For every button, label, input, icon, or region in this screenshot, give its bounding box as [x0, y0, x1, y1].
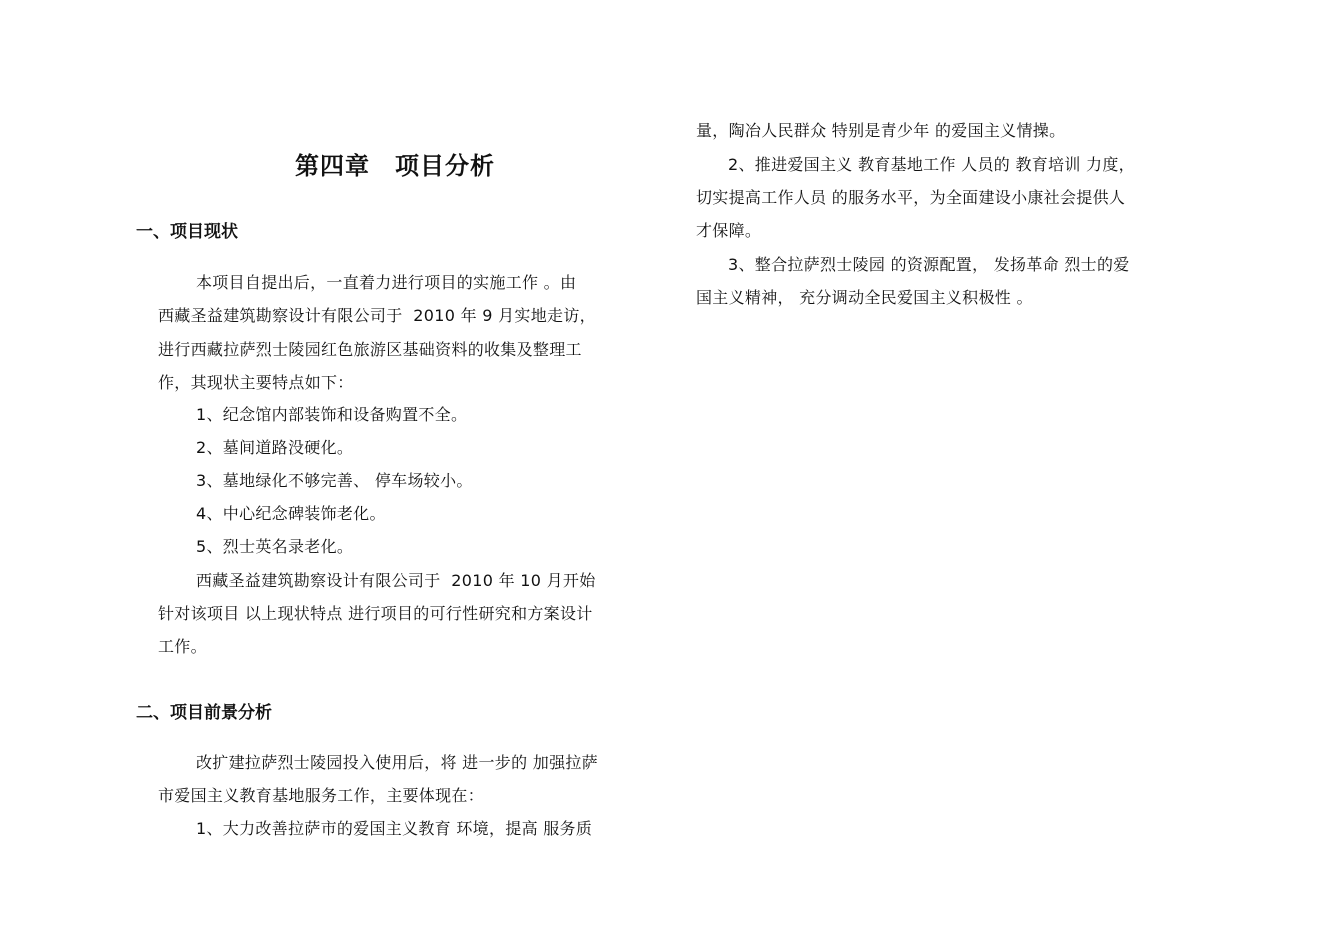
- list-item: 1、纪念馆内部装饰和设备购置不全。: [196, 405, 468, 424]
- section-heading-prospect-analysis: 二、项目前景分析: [136, 703, 272, 723]
- list-item: 4、中心纪念碑装饰老化。: [196, 504, 386, 523]
- section-heading-project-status: 一、项目现状: [136, 222, 238, 242]
- paragraph-line: 改扩建拉萨烈士陵园投入使用后，将 进一步的 加强拉萨: [196, 753, 598, 772]
- paragraph-line: 针对该项目 以上现状特点 进行项目的可行性研究和方案设计: [158, 604, 593, 623]
- paragraph-line: 西藏圣益建筑勘察设计有限公司于 2010 年 9 月实地走访，: [158, 306, 596, 325]
- chapter-title: 第四章 项目分析: [295, 151, 495, 180]
- list-item: 5、烈士英名录老化。: [196, 537, 354, 556]
- paragraph-line: 才保障。: [696, 221, 762, 240]
- paragraph-line: 切实提高工作人员 的服务水平，为全面建设小康社会提供人: [696, 188, 1126, 207]
- paragraph-line: 进行西藏拉萨烈士陵园红色旅游区基础资料的收集及整理工: [158, 340, 582, 359]
- paragraph-line: 西藏圣益建筑勘察设计有限公司于 2010 年 10 月开始: [196, 571, 596, 590]
- list-item: 2、推进爱国主义 教育基地工作 人员的 教育培训 力度，: [728, 155, 1135, 174]
- paragraph-line: 市爱国主义教育基地服务工作，主要体现在：: [158, 786, 485, 805]
- list-item: 3、整合拉萨烈士陵园 的资源配置， 发扬革命 烈士的爱: [728, 255, 1130, 274]
- list-item: 1、大力改善拉萨市的爱国主义教育 环境，提高 服务质: [196, 819, 593, 838]
- list-item: 3、墓地绿化不够完善、 停车场较小。: [196, 471, 473, 490]
- paragraph-line: 作，其现状主要特点如下：: [158, 373, 354, 392]
- paragraph-line: 本项目自提出后，一直着力进行项目的实施工作 。由: [196, 273, 577, 292]
- list-item: 2、墓间道路没硬化。: [196, 438, 354, 457]
- paragraph-line: 工作。: [158, 637, 207, 656]
- paragraph-line: 国主义精神， 充分调动全民爱国主义积极性 。: [696, 288, 1033, 307]
- paragraph-line: 量，陶冶人民群众 特别是青少年 的爱国主义情操。: [696, 121, 1066, 140]
